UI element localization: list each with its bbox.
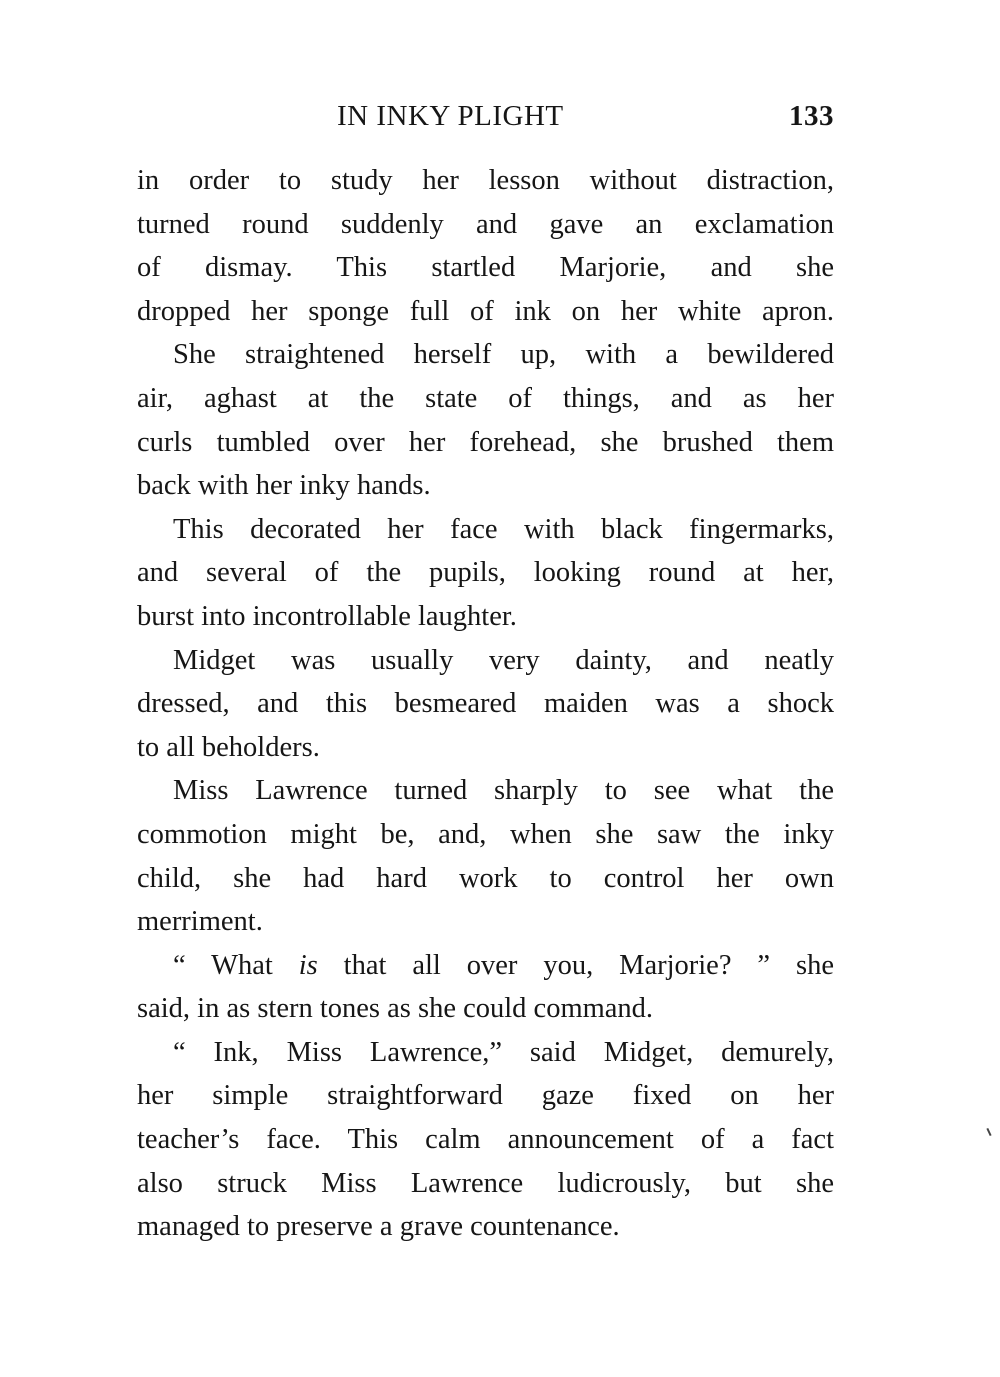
text-line: teacher’s face. This calm announcement of a fact (137, 1124, 834, 1156)
text-line: managed to preserve a grave countenance. (137, 1211, 620, 1243)
paragraph-6 (137, 944, 834, 1031)
text-line: commotion might be, and, when she saw the inky (137, 818, 834, 850)
text-line: child, she had hard work to control her own (137, 862, 834, 894)
paragraph-5 (137, 769, 834, 943)
body-text (137, 159, 834, 1249)
stray-ink-mark (986, 1128, 991, 1136)
text-line: air, aghast at the state of things, and as her (137, 382, 834, 414)
text-line: merriment. (137, 906, 263, 938)
text-line: of dismay. This startled Marjorie, and she (137, 252, 834, 284)
text-line: “ Ink, Miss Lawrence,” said Midget, demurely, (173, 1036, 834, 1068)
paragraph-3 (137, 508, 834, 639)
text-line: dropped her sponge full of ink on her white apron. (137, 295, 834, 327)
page-number: 133 (789, 100, 834, 132)
text-line: burst into incontrollable laughter. (137, 600, 517, 632)
text-line: She straightened herself up, with a bewildered (173, 339, 834, 371)
text-line: her simple straightforward gaze fixed on her (137, 1080, 834, 1112)
text-line: turned round suddenly and gave an exclamation (137, 208, 834, 240)
text-line: dressed, and this besmeared maiden was a shock (137, 688, 834, 720)
paragraph-7 (137, 1031, 834, 1249)
paragraph-4 (137, 639, 834, 770)
paragraph-2 (137, 333, 834, 507)
text-line: Midget was usually very dainty, and neatly (173, 644, 834, 676)
text-line: curls tumbled over her forehead, she brushed them (137, 426, 834, 458)
text-line: Miss Lawrence turned sharply to see what the (173, 775, 834, 807)
text-line: This decorated her face with black fingermarks, (173, 513, 834, 545)
text-line: “ What is that all over you, Marjorie? ” she (173, 949, 834, 981)
text-line: said, in as stern tones as she could command. (137, 993, 654, 1025)
text-line: in order to study her lesson without distraction, (137, 165, 834, 196)
running-title: IN INKY PLIGHT (337, 100, 564, 132)
text-line: to all beholders. (137, 731, 320, 763)
running-head (137, 96, 834, 136)
text-line: and several of the pupils, looking round at her, (137, 557, 834, 589)
text-line: back with her inky hands. (137, 470, 431, 502)
emphasized-word: is (298, 949, 318, 981)
text-line: also struck Miss Lawrence ludicrously, but she (137, 1167, 834, 1199)
paragraph-1 (137, 159, 834, 333)
